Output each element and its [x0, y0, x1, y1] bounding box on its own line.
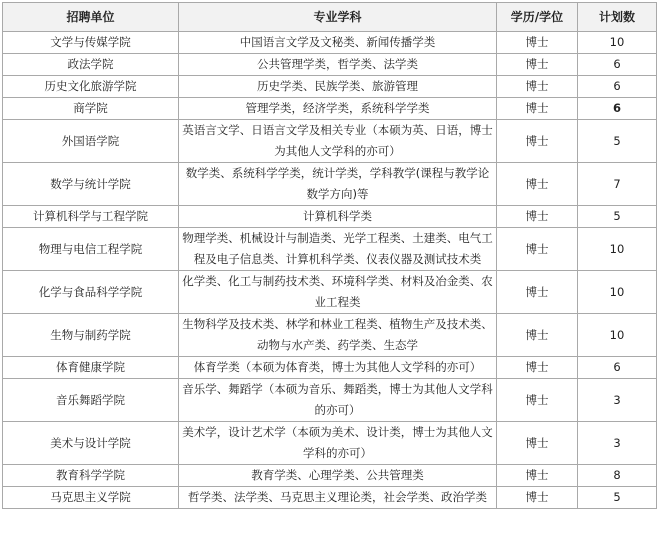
header-degree: 学历/学位: [497, 3, 578, 32]
cell-degree: 博士: [497, 422, 578, 465]
table-row: [3, 228, 657, 271]
cell-major: 历史学类、民族学类、旅游管理: [179, 76, 497, 98]
table-row: [3, 163, 657, 206]
cell-degree: 博士: [497, 32, 578, 54]
cell-degree: 博士: [497, 98, 578, 120]
cell-count: 5: [578, 487, 657, 509]
cell-major: 教育学类、心理学类、公共管理类: [179, 465, 497, 487]
cell-unit: 计算机科学与工程学院: [3, 206, 179, 228]
cell-unit: 商学院: [3, 98, 179, 120]
cell-degree: 博士: [497, 54, 578, 76]
table-row: [3, 465, 657, 487]
cell-major: 计算机科学类: [179, 206, 497, 228]
table-header-row: [3, 3, 657, 32]
cell-count: 6: [578, 54, 657, 76]
header-count: 计划数: [578, 3, 657, 32]
cell-major: 中国语言文学及文秘类、新闻传播学类: [179, 32, 497, 54]
cell-degree: 博士: [497, 76, 578, 98]
table-row: [3, 98, 657, 120]
cell-major: 管理学类，经济学类，系统科学学类: [179, 98, 497, 120]
cell-count: 10: [578, 32, 657, 54]
cell-major: 哲学类、法学类、马克思主义理论类，社会学类、政治学类: [179, 487, 497, 509]
cell-major: 化学类、化工与制药技术类、环境科学类、材料及冶金类、农业工程类: [179, 271, 497, 314]
cell-major: 音乐学、舞蹈学（本硕为音乐、舞蹈类，博士为其他人文学科的亦可）: [179, 379, 497, 422]
cell-degree: 博士: [497, 465, 578, 487]
cell-count: 5: [578, 206, 657, 228]
table-row: [3, 76, 657, 98]
cell-unit: 生物与制药学院: [3, 314, 179, 357]
cell-degree: 博士: [497, 271, 578, 314]
cell-degree: 博士: [497, 487, 578, 509]
table-row: [3, 206, 657, 228]
cell-unit: 物理与电信工程学院: [3, 228, 179, 271]
table-row: [3, 120, 657, 163]
cell-major: 生物科学及技术类、林学和林业工程类、植物生产及技术类、动物与水产类、药学类、生态学: [179, 314, 497, 357]
cell-unit: 数学与统计学院: [3, 163, 179, 206]
table-row: [3, 422, 657, 465]
cell-count: 10: [578, 314, 657, 357]
cell-count: 3: [578, 422, 657, 465]
cell-major: 体育学类（本硕为体育类，博士为其他人文学科的亦可）: [179, 357, 497, 379]
cell-major: 公共管理学类，哲学类、法学类: [179, 54, 497, 76]
cell-major: 物理学类、机械设计与制造类、光学工程类、土建类、电气工程及电子信息类、计算机科学类、仪表仪器及测试技术类: [179, 228, 497, 271]
header-unit: 招聘单位: [3, 3, 179, 32]
cell-degree: 博士: [497, 228, 578, 271]
cell-degree: 博士: [497, 120, 578, 163]
cell-count: 6: [578, 357, 657, 379]
cell-unit: 政法学院: [3, 54, 179, 76]
header-major: 专业学科: [179, 3, 497, 32]
cell-count: 8: [578, 465, 657, 487]
table-row: [3, 487, 657, 509]
cell-major: 数学类、系统科学学类，统计学类，学科教学(课程与教学论数学方向)等: [179, 163, 497, 206]
table-row: [3, 54, 657, 76]
cell-count: 6: [578, 76, 657, 98]
cell-degree: 博士: [497, 357, 578, 379]
cell-unit: 历史文化旅游学院: [3, 76, 179, 98]
cell-count: 5: [578, 120, 657, 163]
cell-major: 英语言文学、日语言文学及相关专业（本硕为英、日语，博士为其他人文学科的亦可）: [179, 120, 497, 163]
cell-unit: 文学与传媒学院: [3, 32, 179, 54]
cell-unit: 化学与食品科学学院: [3, 271, 179, 314]
cell-unit: 美术与设计学院: [3, 422, 179, 465]
cell-degree: 博士: [497, 379, 578, 422]
cell-count: 10: [578, 271, 657, 314]
table-row: [3, 357, 657, 379]
cell-unit: 体育健康学院: [3, 357, 179, 379]
cell-degree: 博士: [497, 163, 578, 206]
table-row: [3, 32, 657, 54]
table-row: [3, 379, 657, 422]
table-body: [3, 32, 657, 509]
table-row: [3, 271, 657, 314]
cell-count: 10: [578, 228, 657, 271]
recruitment-table: [2, 2, 657, 509]
cell-degree: 博士: [497, 206, 578, 228]
cell-count: 3: [578, 379, 657, 422]
table-row: [3, 314, 657, 357]
cell-unit: 马克思主义学院: [3, 487, 179, 509]
cell-count: 7: [578, 163, 657, 206]
cell-unit: 外国语学院: [3, 120, 179, 163]
cell-unit: 音乐舞蹈学院: [3, 379, 179, 422]
cell-count: 6: [578, 98, 657, 120]
cell-unit: 教育科学学院: [3, 465, 179, 487]
cell-degree: 博士: [497, 314, 578, 357]
cell-major: 美术学，设计艺术学（本硕为美术、设计类，博士为其他人文学科的亦可）: [179, 422, 497, 465]
